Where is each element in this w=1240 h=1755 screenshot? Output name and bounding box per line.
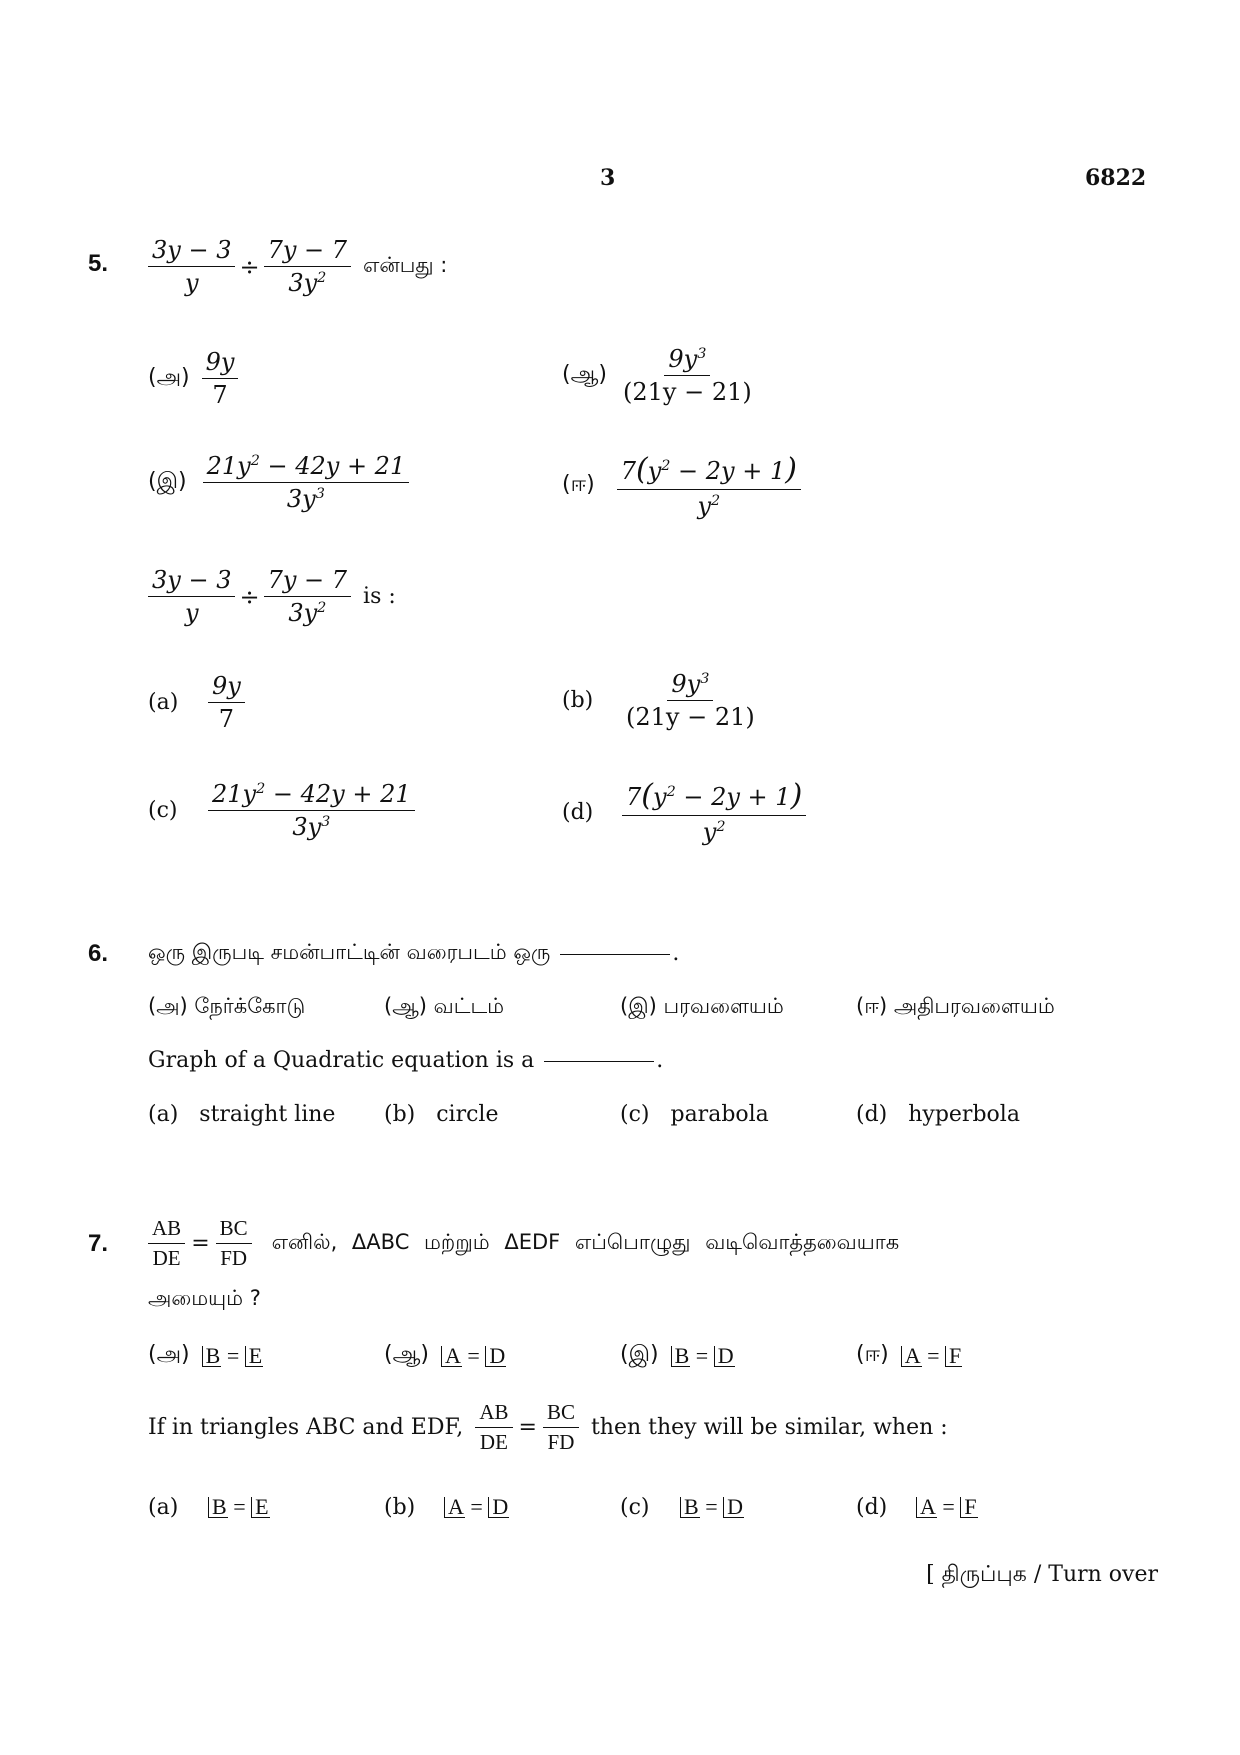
- q5-tamil-option-d[interactable]: [562, 452, 801, 520]
- answer-blank: [544, 1060, 654, 1062]
- q5-english-option-c[interactable]: [148, 780, 415, 841]
- option-label: (d): [562, 799, 594, 825]
- q5-en-frac2-den: $3y^2$: [288, 599, 327, 627]
- option-label: (a): [148, 1494, 179, 1520]
- option-num: $9y^3$: [664, 345, 710, 376]
- q5-divide-sign: ÷: [239, 252, 260, 281]
- equals-sign: =: [191, 1231, 210, 1256]
- angle-left: B: [208, 1497, 228, 1518]
- option-text: hyperbola: [908, 1102, 1020, 1127]
- angle-left: A: [901, 1346, 922, 1367]
- option-label: (d): [856, 1102, 888, 1127]
- option-num: $7(y^2 - 2y + 1)$: [617, 452, 801, 490]
- q7-english-option-d[interactable]: [856, 1494, 978, 1520]
- equals-sign: =: [927, 1343, 940, 1368]
- angle-right: D: [723, 1497, 744, 1518]
- option-den: $y^2$: [702, 818, 726, 846]
- option-label: (ஈ): [562, 472, 595, 497]
- answer-blank: [560, 953, 670, 955]
- option-num: 9y: [208, 672, 245, 703]
- equals-sign: =: [470, 1494, 483, 1519]
- option-text: நேர்க்கோடு: [194, 994, 306, 1018]
- question-7-number: 7.: [88, 1230, 109, 1257]
- ratio-den-1: DE: [152, 1246, 181, 1270]
- option-num: $7(y^2 - 2y + 1)$: [622, 778, 806, 816]
- q7-tamil-question: [148, 1216, 899, 1271]
- angle-left: B: [202, 1346, 222, 1367]
- ratio-den-2: FD: [220, 1246, 248, 1270]
- option-num: $9y^3$: [667, 670, 713, 701]
- q6-tamil-option-c[interactable]: [620, 994, 784, 1021]
- q7-tamil-option-c[interactable]: [620, 1342, 735, 1370]
- q6-english-question: [148, 1048, 663, 1073]
- option-label: (இ): [148, 468, 187, 494]
- option-den: 7: [212, 381, 228, 409]
- option-label: (b): [562, 688, 594, 713]
- q5-tamil-option-c[interactable]: [148, 452, 409, 513]
- q5-frac1-den: y: [184, 269, 199, 297]
- option-den: 7: [218, 705, 235, 733]
- option-label: (ஆ): [384, 1342, 429, 1367]
- ratio-num-2: BC: [543, 1400, 579, 1428]
- q7-english-option-a[interactable]: [148, 1494, 270, 1520]
- angle-left: A: [441, 1346, 462, 1367]
- q7-english-option-c[interactable]: [620, 1494, 744, 1520]
- q6-tamil-option-d[interactable]: [856, 994, 1055, 1021]
- option-den: $y^2$: [697, 492, 721, 520]
- q5-english-option-a[interactable]: [148, 672, 245, 733]
- equals-sign: =: [233, 1494, 246, 1519]
- equals-sign: =: [226, 1343, 240, 1368]
- question-5-number: 5.: [88, 250, 109, 277]
- paper-code: 6822: [1085, 165, 1147, 191]
- angle-left: B: [680, 1497, 700, 1518]
- q5-tamil-expression: [148, 236, 447, 297]
- option-text: circle: [436, 1102, 499, 1127]
- option-text: parabola: [670, 1102, 769, 1127]
- option-label: (d): [856, 1494, 888, 1520]
- turn-over-note: [ திருப்புக / Turn over: [926, 1562, 1158, 1587]
- question-6-number: 6.: [88, 940, 109, 967]
- q5-frac1-num: 3y − 3: [148, 236, 235, 267]
- angle-right: E: [251, 1497, 269, 1518]
- option-label: (b): [384, 1494, 416, 1520]
- equals-sign: =: [695, 1343, 709, 1368]
- ratio-num-1: AB: [475, 1400, 512, 1428]
- option-text: அதிபரவளையம்: [893, 994, 1055, 1018]
- q5-english-option-b[interactable]: [562, 670, 759, 731]
- option-label: (c): [148, 798, 178, 823]
- q5-tamil-suffix: என்பது :: [363, 253, 448, 277]
- option-label: (இ): [620, 994, 657, 1018]
- angle-right: D: [714, 1346, 735, 1367]
- option-den: (21y − 21): [626, 703, 755, 731]
- q5-frac2-den: $3y^2$: [288, 269, 327, 297]
- option-text: straight line: [199, 1102, 336, 1127]
- option-label: (இ): [620, 1342, 659, 1367]
- option-label: (a): [148, 1102, 179, 1127]
- q6-tamil-option-b[interactable]: [384, 994, 504, 1021]
- option-label: (ஆ): [384, 994, 427, 1018]
- q7-english-question: [148, 1400, 948, 1455]
- q7-english-suffix: then they will be similar, when :: [590, 1415, 948, 1440]
- q5-english-expression: [148, 566, 396, 627]
- option-label: (a): [148, 690, 179, 715]
- option-label: (ஆ): [562, 361, 607, 387]
- page-number: 3: [600, 165, 616, 191]
- equals-sign: =: [518, 1415, 537, 1440]
- equals-sign: =: [705, 1494, 718, 1519]
- angle-right: D: [488, 1497, 509, 1518]
- q6-tamil-option-a[interactable]: [148, 994, 305, 1021]
- option-text: பரவளையம்: [663, 994, 784, 1018]
- option-label: (ஈ): [856, 1342, 889, 1367]
- ratio-num-1: AB: [148, 1216, 185, 1244]
- option-label: (b): [384, 1102, 416, 1127]
- q6-tamil-question: [148, 940, 679, 967]
- option-label: (அ): [148, 994, 188, 1018]
- q5-en-divide-sign: ÷: [239, 582, 260, 611]
- equals-sign: =: [467, 1343, 480, 1368]
- q5-english-option-d[interactable]: [562, 778, 806, 846]
- period: .: [672, 941, 680, 966]
- option-num: $21y^2 - 42y + 21$: [203, 452, 410, 483]
- ratio-den-1: DE: [479, 1430, 508, 1454]
- option-label: (அ): [148, 1342, 190, 1367]
- q7-tamil-text-b: அமையும் ?: [148, 1286, 261, 1310]
- option-label: (c): [620, 1102, 650, 1127]
- equals-sign: =: [942, 1494, 955, 1519]
- option-label: (c): [620, 1494, 650, 1520]
- q6-english-option-d[interactable]: [856, 1102, 1020, 1127]
- option-num: 9y: [202, 348, 239, 379]
- q7-tamil-option-d[interactable]: [856, 1342, 962, 1370]
- q7-tamil-option-a[interactable]: [148, 1342, 263, 1370]
- option-den: (21y − 21): [623, 378, 752, 406]
- q5-tamil-option-a[interactable]: [148, 348, 238, 409]
- ratio-den-2: FD: [547, 1430, 575, 1454]
- q5-english-suffix: is :: [363, 584, 396, 609]
- option-den: $3y^3$: [286, 485, 325, 513]
- angle-right: F: [945, 1346, 962, 1367]
- option-label: (அ): [148, 364, 190, 390]
- option-num: $21y^2 - 42y + 21$: [208, 780, 415, 811]
- option-text: வட்டம்: [433, 994, 505, 1018]
- option-label: (ஈ): [856, 994, 888, 1018]
- q5-en-frac1-num: 3y − 3: [148, 566, 235, 597]
- q6-english-text: Graph of a Quadratic equation is a: [148, 1048, 535, 1073]
- angle-left: B: [671, 1346, 691, 1367]
- angle-left: A: [444, 1497, 465, 1518]
- option-den: $3y^3$: [292, 813, 331, 841]
- angle-left: A: [916, 1497, 937, 1518]
- q6-english-option-a[interactable]: [148, 1102, 335, 1127]
- q7-english-option-b[interactable]: [384, 1494, 509, 1520]
- q5-en-frac1-den: y: [184, 599, 199, 627]
- q7-tamil-option-b[interactable]: [384, 1342, 506, 1370]
- q5-frac2-num: 7y − 7: [264, 236, 351, 267]
- q7-english-prefix: If in triangles ABC and EDF,: [148, 1415, 464, 1440]
- q6-tamil-text: ஒரு இருபடி சமன்பாட்டின் வரைபடம் ஒரு: [148, 940, 551, 964]
- angle-right: D: [485, 1346, 506, 1367]
- ratio-num-2: BC: [216, 1216, 252, 1244]
- angle-right: E: [245, 1346, 263, 1367]
- period: .: [656, 1048, 664, 1073]
- q7-tamil-text-a: எனில், ΔABC மற்றும் ΔEDF எப்பொழுது வடிவொத்தவையாக: [271, 1230, 900, 1254]
- q5-en-frac2-num: 7y − 7: [264, 566, 351, 597]
- q6-english-option-c[interactable]: [620, 1102, 769, 1127]
- angle-right: F: [960, 1497, 977, 1518]
- q6-english-option-b[interactable]: [384, 1102, 499, 1127]
- q5-tamil-option-b[interactable]: [562, 345, 756, 406]
